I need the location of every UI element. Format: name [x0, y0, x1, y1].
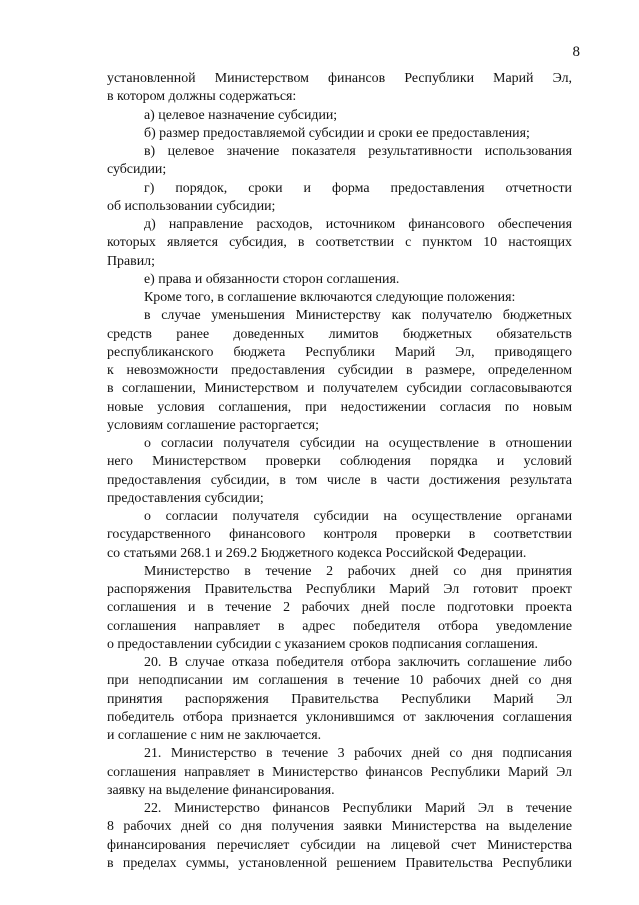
text-line: а) целевое назначение субсидии; [144, 107, 338, 123]
text-line: и соглашение с ним не заключается. [107, 728, 322, 743]
text-line: Правил; [107, 253, 155, 269]
text-line: 21. Министерство в течение 3 рабочих дней со дня подписания [144, 746, 572, 762]
text-line: него Министерством проверки соблюдения порядка и условий [107, 454, 572, 470]
text-line: субсидии; [107, 162, 167, 178]
text-line: к невозможности предоставления субсидии в размере, определенном [107, 363, 572, 378]
text-line: Кроме того, в соглашение включаются следующие положения: [144, 290, 516, 305]
text-line: о согласии получателя субсидии на осуществление в отношении [144, 436, 572, 451]
text-line: 8 рабочих дней со дня получения заявки Министерства на выделение [107, 819, 572, 835]
text-line: 22. Министерство финансов Республики Марий Эл в течение [144, 801, 572, 816]
document-body [107, 70, 572, 873]
text-line: о предоставлении субсидии с указанием сроков подписания соглашения. [107, 636, 539, 652]
text-line: в котором должны содержаться: [107, 89, 297, 105]
page-number: 8 [572, 44, 580, 60]
text-line: средств ранее доведенных лимитов бюджетных обязательств [107, 326, 572, 342]
text-line: д) направление расходов, источником финансового обеспечения [144, 217, 572, 232]
text-line: в пределах суммы, установленной решением Правительства Республики [107, 855, 572, 871]
text-line: предоставления субсидии; [107, 490, 264, 506]
text-line: заявку на выделение финансирования. [107, 782, 335, 798]
text-line: финансирования перечисляет субсидии на лицевой счет Министерства [107, 837, 572, 853]
text-line: б) размер предоставляемой субсидии и сроки ее предоставления; [144, 125, 530, 141]
text-line: новые условия соглашения, при недостижении согласия по новым [107, 399, 572, 415]
text-line: в случае уменьшения Министерству как получателю бюджетных [144, 308, 572, 324]
text-line: условиям соглашение расторгается; [107, 417, 319, 433]
text-line: соглашения направляет в адрес победителя отбора уведомление [107, 618, 572, 634]
text-line: е) права и обязанности сторон соглашения. [144, 271, 400, 287]
text-line: предоставления субсидии, в том числе в части достижения результата [107, 472, 572, 488]
text-line: установленной Министерством финансов Республики Марий Эл, [107, 71, 572, 86]
text-line: государственного финансового контроля проверки в соответствии [107, 527, 572, 543]
text-line: в соглашении, Министерством и получателем субсидии согласовываются [107, 381, 572, 397]
text-line: об использовании субсидии; [107, 198, 276, 214]
text-line: при неподписании им соглашения в течение 10 рабочих дней со дня [107, 673, 572, 689]
text-line: победитель отбора признается уклонившимся от заключения соглашения [107, 709, 572, 725]
text-line: распоряжения Правительства Республики Марий Эл готовит проект [107, 582, 572, 597]
text-line: которых является субсидия, в соответствии с пунктом 10 настоящих [107, 235, 572, 251]
text-line: в) целевое значение показателя результативности использования [144, 144, 572, 159]
text-line: принятия распоряжения Правительства Республики Марий Эл [107, 691, 572, 707]
text-line: 20. В случае отказа победителя отбора заключить соглашение либо [144, 655, 572, 670]
text-line: о согласии получателя субсидии на осуществление органами [144, 509, 572, 524]
text-line: соглашения направляет в Министерство финансов Республики Марий Эл [107, 764, 572, 780]
text-line: со статьями 268.1 и 269.2 Бюджетного кодекса Российской Федерации. [107, 545, 527, 561]
text-line: Министерство в течение 2 рабочих дней со дня принятия [144, 563, 572, 579]
text-line: республиканского бюджета Республики Марий Эл, приводящего [107, 344, 572, 360]
text-line: г) порядок, сроки и форма предоставления отчетности [144, 180, 572, 196]
text-line: соглашения и в течение 2 рабочих дней после подготовки проекта [107, 600, 572, 616]
